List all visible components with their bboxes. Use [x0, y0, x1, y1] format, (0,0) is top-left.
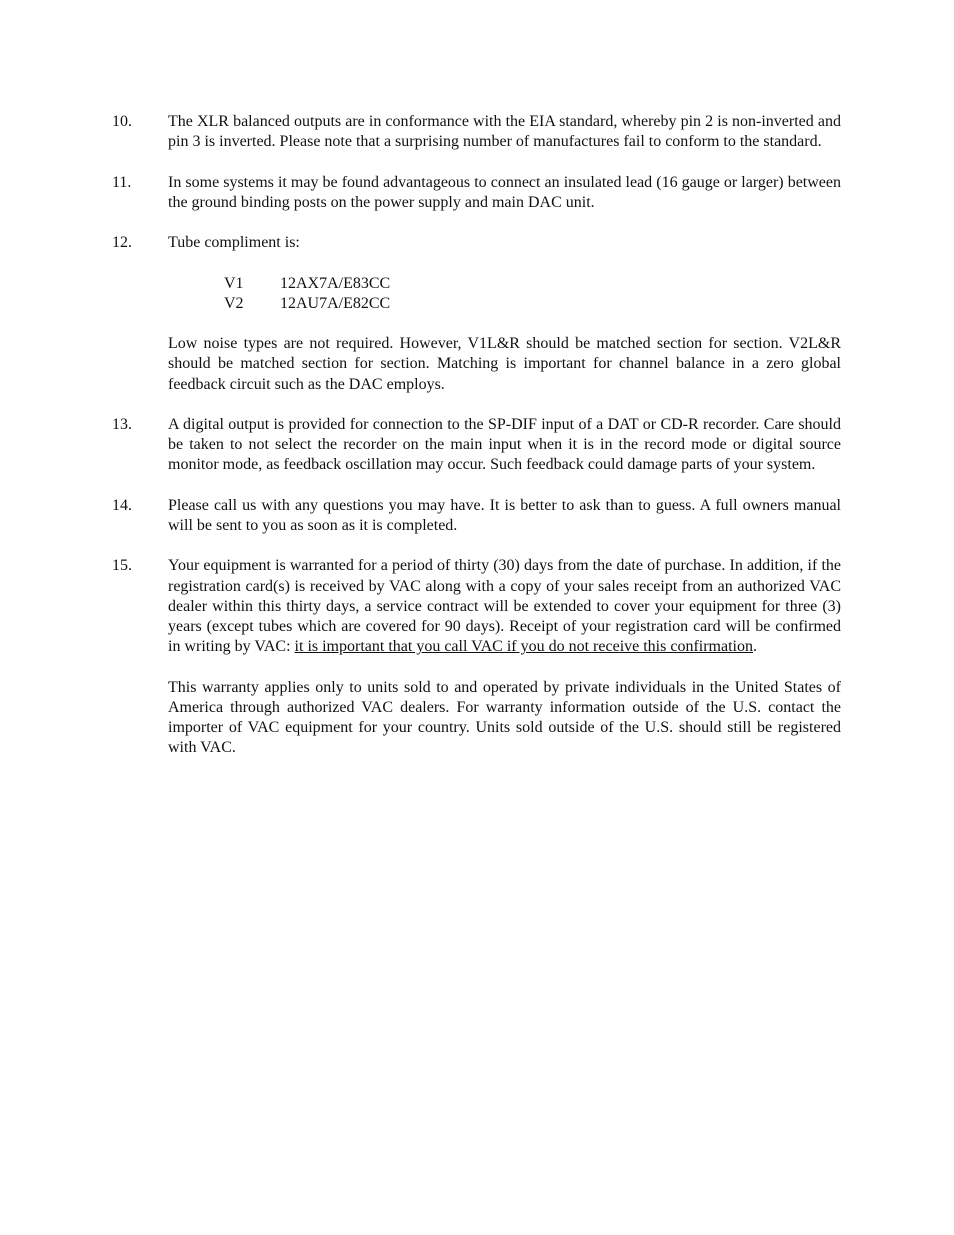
tube-row — [224, 294, 841, 314]
item-note: This warranty applies only to units sold to and operated by private individuals in the United States of America through authorized VAC dealers. For warranty information outside of the U.S. contact the importer of VAC equipment for your country. Units sold outside of the U.S. should still be registered with VAC. — [168, 678, 841, 757]
item-text — [168, 556, 841, 657]
tube-type: 12AX7A/E83CC — [280, 274, 391, 292]
item-number: 13. — [112, 415, 132, 433]
item-body — [168, 415, 841, 476]
list-item-15 — [0, 556, 954, 758]
confirmation-notice: it is important that you call VAC if you do not receive this confirmation — [294, 638, 753, 656]
list-item-14 — [0, 496, 954, 536]
list-item-13 — [0, 415, 954, 476]
tube-row — [224, 274, 841, 294]
item-number: 15. — [112, 557, 132, 575]
item-text: In some systems it may be found advantageous to connect an insulated lead (16 gauge or larger) between the ground binding posts on the power supply and main DAC unit. — [168, 173, 841, 211]
item-number: 14. — [112, 496, 132, 514]
item-text: The XLR balanced outputs are in conformance with the EIA standard, whereby pin 2 is non-inverted and pin 3 is inverted. Please note that a surprising number of manufactures fail to conform to the standard. — [168, 113, 841, 151]
document-page — [0, 112, 954, 779]
item-body — [168, 173, 841, 213]
item-text: Tube compliment is: — [168, 234, 300, 252]
tube-type: 12AU7A/E82CC — [280, 294, 391, 312]
item-body — [168, 112, 841, 152]
item-number: 11. — [112, 173, 132, 191]
warranty-text: Your equipment is warranted for a period of thirty (30) days from the date of purchase. In addition, if the registration card(s) is received by VAC along with a copy of your sales receipt from an authorized VAC dealer within this thirty days, a service contract will be extended to cover your equipment for three (3) years (except tubes which are covered for 90 days). Receipt of your registration card will be confirmed in writing by VAC: — [168, 557, 841, 656]
trailing-punctuation: . — [753, 638, 757, 656]
tube-position: V2 — [224, 294, 244, 312]
item-number: 10. — [112, 113, 132, 130]
item-note: Low noise types are not required. However, V1L&R should be matched section for section. V2L&R should be matched section for section. Matching is important for channel balance in a zero global feedback circuit such as the DAC employs. — [168, 335, 841, 393]
item-text: A digital output is provided for connection to the SP-DIF input of a DAT or CD-R recorder. Care should be taken to not select the recorder on the main input when it is in the record mode or digital source monitor mode, as feedback oscillation may occur. Such feedback could damage parts of your system. — [168, 415, 841, 474]
item-text: Please call us with any questions you may have. It is better to ask than to guess. A full owners manual will be sent to you as soon as it is completed. — [168, 496, 841, 534]
item-number: 12. — [112, 234, 132, 252]
item-body — [168, 496, 841, 536]
list-item-10 — [0, 112, 954, 152]
item-body — [168, 233, 841, 395]
item-body — [168, 556, 841, 758]
tube-position: V1 — [224, 274, 244, 292]
tube-table — [224, 274, 841, 314]
list-item-11 — [0, 173, 954, 213]
list-item-12 — [0, 233, 954, 395]
